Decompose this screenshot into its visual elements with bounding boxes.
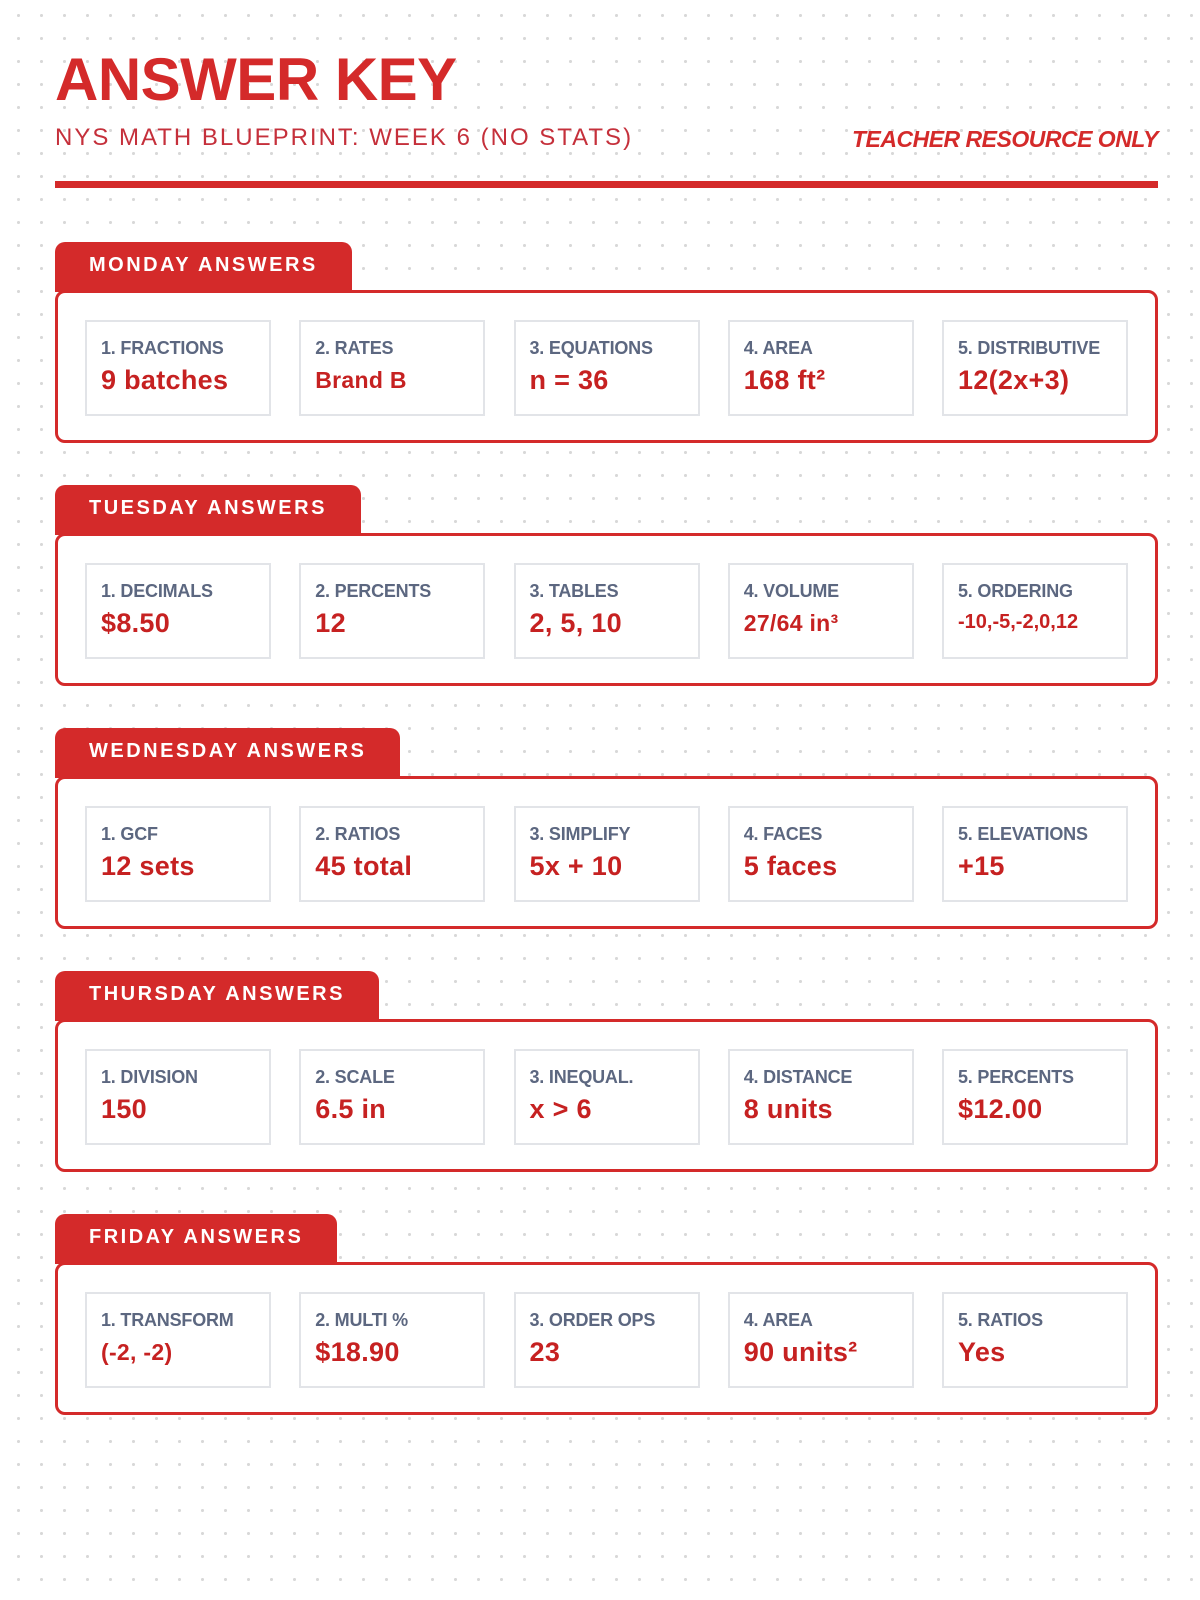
answer-label: 1. FRACTIONS [101,338,224,358]
header-divider [55,181,1158,188]
teacher-resource-badge: TEACHER RESOURCE ONLY [852,126,1158,152]
answer-label: 5. ELEVATIONS [958,824,1088,844]
page-header [55,46,1158,158]
section-title-tab: WEDNESDAY ANSWERS [55,728,400,778]
answer-card [299,1292,485,1388]
answer-card [728,1049,914,1145]
answer-label: 2. MULTI % [315,1310,408,1330]
answer-label: 5. PERCENTS [958,1067,1074,1087]
answer-value: 168 ft² [743,365,826,395]
answer-card [728,563,914,659]
answer-grid [85,1049,1128,1145]
section-title-tab: TUESDAY ANSWERS [55,485,361,535]
answer-value: 23 [529,1337,561,1367]
answer-sections [55,242,1158,1457]
answer-card [85,1292,271,1388]
answer-grid [85,563,1128,659]
answer-card [514,1049,700,1145]
answer-value: 2, 5, 10 [529,608,622,638]
answer-card [942,1049,1128,1145]
section-panel [55,290,1158,443]
answer-card [728,1292,914,1388]
answer-value: 27/64 in³ [743,610,839,636]
answer-value: 12(2x+3) [958,365,1070,395]
answer-label: 1. DECIMALS [101,581,213,601]
section-panel [55,776,1158,929]
answer-section [55,485,1158,728]
answer-value: $18.90 [315,1337,400,1367]
answer-card [299,320,485,416]
section-title-tab: MONDAY ANSWERS [55,242,352,292]
answer-value: -10,-5,-2,0,12 [958,611,1079,633]
answer-value: 12 [315,608,346,638]
answer-value: 5x + 10 [529,851,623,881]
answer-label: 2. RATIOS [315,824,401,844]
answer-value: 9 batches [101,365,229,395]
answer-label: 5. DISTRIBUTIVE [958,338,1101,358]
answer-value: Brand B [315,367,407,393]
answer-value: 90 units² [743,1337,858,1367]
answer-card [299,806,485,902]
answer-value: 6.5 in [315,1094,387,1124]
subtitle-row [55,124,1158,158]
answer-grid [85,806,1128,902]
section-title-tab: THURSDAY ANSWERS [55,971,379,1021]
answer-label: 3. ORDER OPS [529,1310,656,1330]
answer-card [85,806,271,902]
answer-label: 5. RATIOS [958,1310,1043,1330]
answer-section [55,728,1158,971]
answer-value: $8.50 [101,608,171,638]
answer-card [85,320,271,416]
answer-label: 2. RATES [315,338,394,358]
answer-label: 5. ORDERING [958,581,1073,601]
answer-card [299,1049,485,1145]
answer-label: 2. SCALE [315,1067,395,1087]
answer-value: 5 faces [743,851,838,881]
answer-card [942,320,1128,416]
answer-section [55,971,1158,1214]
answer-value: 45 total [315,851,413,881]
section-panel [55,533,1158,686]
section-panel [55,1019,1158,1172]
answer-card [514,806,700,902]
answer-label: 3. TABLES [529,581,619,601]
answer-label: 4. AREA [743,1310,813,1330]
answer-label: 2. PERCENTS [315,581,432,601]
answer-section [55,242,1158,485]
page-subtitle: NYS MATH BLUEPRINT: WEEK 6 (NO STATS) [55,124,634,151]
answer-label: 1. DIVISION [101,1067,198,1087]
answer-grid [85,1292,1128,1388]
answer-card [299,563,485,659]
answer-value: $12.00 [958,1094,1043,1124]
answer-label: 1. TRANSFORM [101,1310,234,1330]
answer-card [514,320,700,416]
answer-value: x > 6 [529,1094,592,1124]
section-panel [55,1262,1158,1415]
answer-grid [85,320,1128,416]
page-title: ANSWER KEY [55,46,457,113]
answer-label: 4. DISTANCE [743,1067,853,1087]
answer-label: 4. VOLUME [743,581,839,601]
answer-label: 3. EQUATIONS [529,338,653,358]
answer-card [942,563,1128,659]
answer-label: 4. AREA [743,338,813,358]
answer-card [942,806,1128,902]
answer-value: (-2, -2) [101,1339,173,1365]
answer-value: +15 [958,851,1005,881]
answer-section [55,1214,1158,1457]
answer-label: 4. FACES [743,824,823,844]
answer-value: 150 [101,1094,147,1124]
answer-label: 3. SIMPLIFY [529,824,631,844]
answer-card [514,563,700,659]
answer-card [728,320,914,416]
answer-card [728,806,914,902]
answer-card [85,563,271,659]
answer-value: n = 36 [529,365,609,395]
answer-card [942,1292,1128,1388]
answer-value: Yes [958,1337,1006,1367]
section-title-tab: FRIDAY ANSWERS [55,1214,337,1264]
answer-label: 1. GCF [101,824,158,844]
answer-value: 8 units [743,1094,833,1124]
answer-card [514,1292,700,1388]
answer-value: 12 sets [101,851,195,881]
answer-card [85,1049,271,1145]
answer-label: 3. INEQUAL. [529,1067,634,1087]
